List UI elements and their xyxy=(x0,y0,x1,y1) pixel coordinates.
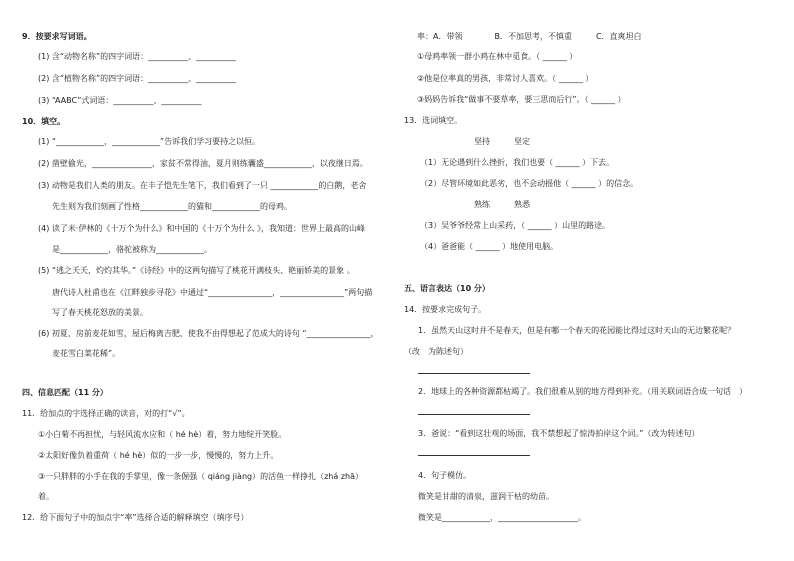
q12-item-2: ②他是位率真的男孩，非常讨人喜欢。（ ______ ） xyxy=(417,74,594,83)
q13-item-1: （1）无论遇到什么挫折，我们也要（ ______ ）下去。 xyxy=(420,158,615,167)
q11-item-3b: 着。 xyxy=(38,492,54,501)
q9-item-1: (1) 含“动物名称”的四字词语：__________、__________ xyxy=(38,52,237,61)
answer-line-2[interactable] xyxy=(418,414,530,415)
q12-item-1: ①母鸡率领一群小鸡在林中觅食。（ ______ ） xyxy=(417,52,578,61)
q11-title: 11．给加点的字选择正确的读音，对的打“√”。 xyxy=(22,409,190,418)
answer-line-1[interactable] xyxy=(418,373,530,374)
q14-item-1a: 1．虽然天山这时并不是春天，但是有哪一个春天的花园能比得过这时天山的无边繁花呢？ xyxy=(418,326,736,335)
q10-item-4a: (4) 读了米·伊林的《十万个为什么》和中国的《十万个为什么 》，我知道：世界上最高的山峰 xyxy=(38,224,365,233)
q9-item-2: (2) 含“植物名称”的四字词语：__________、__________ xyxy=(38,74,237,83)
q10-item-6a: (6) 初夏，房前麦花如雪，屋后梅离吉肥，使我不由得想起了范成大的诗句 “________________， xyxy=(38,329,379,338)
q13-item-2: （2）尽管环境如此恶劣，也不会动摇他（ ______ ）的信念。 xyxy=(420,179,639,188)
section-5-heading: 五、语言表达（10 分） xyxy=(404,284,490,293)
q11-item-1: ①小白菊不再担忧，与轻风流水应和（ hé hè）着，努力地绽开笑脸。 xyxy=(38,430,287,439)
q13-item-4: （4）爸爸能（ ______ ）地使用电脑。 xyxy=(420,242,559,251)
q12-item-3: ③妈妈告诉我“做事不要草率，要三思而后行”。（ ______ ） xyxy=(417,95,626,104)
q13-title: 13．选词填空。 xyxy=(404,116,463,125)
answer-line-3[interactable] xyxy=(418,455,530,456)
q10-item-4b: 是____________，骆驼被称为____________。 xyxy=(52,245,212,254)
q13-word-group-1: 坚持 坚定 xyxy=(474,137,530,146)
q14-item-3: 3．爸说：“看到这壮观的场面，我不禁想起了惊涛拍岸这个词。”（改为转述句） xyxy=(418,429,700,438)
q13-word-group-2: 熟练 熟悉 xyxy=(474,200,530,209)
q11-item-2: ②太阳好像负着重荷（ hé hè）似的一步一步，慢慢的，努力上升。 xyxy=(38,451,279,460)
q10-item-1: (1) “____________，____________”告诉我们学习要持之以恒。 xyxy=(38,137,261,146)
q13-item-3: （3）吴爷爷经常上山采药，（ ______ ）山里的路途。 xyxy=(420,221,611,230)
q10-item-3b: 先生则为我们刻画了性格____________的猫和____________的母鸡。 xyxy=(52,202,292,211)
q14-item-4: 4．句子模仿。 xyxy=(418,471,472,480)
q11-item-3: ③一只胖胖的小手在我的手掌里，像一条倔强（ qiáng jiàng）的活鱼一样挣扎（zhá zhā） xyxy=(38,472,363,481)
q10-item-5b: 唐代诗人杜甫也在《江畔独步寻花》中通过“________________，________________”两句描 xyxy=(52,288,373,297)
q12-options: 率：A．带领 B．不加思考，不慎重 C．直爽坦白 xyxy=(417,32,642,41)
q9-item-3: (3) “AABC”式词语：__________、__________ xyxy=(38,96,202,105)
q14-title: 14．按要求完成句子。 xyxy=(404,305,487,314)
q10-item-2: (2) 凿壁偷光，_______________，家贫不常得油，夏月则练囊盛____________，以夜继日焉。 xyxy=(38,159,368,168)
q12-title: 12．给下面句子中的加点字“率”选择合适的解释填空（填序号） xyxy=(22,513,249,522)
q10-item-6b: 麦花雪白菜花稀”。 xyxy=(52,349,121,358)
q14-item-4a: 微笑是甘甜的清泉，滋润干枯的幼苗。 xyxy=(418,492,554,501)
section-4-heading: 四、信息匹配（11 分） xyxy=(22,388,108,397)
q10-item-5c: 写了春天桃花怒放的美景。 xyxy=(52,308,148,317)
q9-title: 9．按要求写词语。 xyxy=(22,32,92,41)
q14-item-4b: 微笑是____________，____________________。 xyxy=(418,513,586,522)
q10-item-5a: (5) “逃之夭夭，灼灼其华。”《诗经》中的这两句描写了桃花开满枝头、艳丽娇美的景象 。 xyxy=(38,266,355,275)
q10-item-3a: (3) 动物是我们人类的朋友。在丰子恺先生笔下，我们看到了一只 ____________的白鹅，老舍 xyxy=(38,181,367,190)
q10-title: 10．填空。 xyxy=(22,117,66,126)
q14-item-2: 2．地球上的各种资源都枯竭了。我们很难从别的地方得到补充。（用关联词语合成一句话 ） xyxy=(418,387,748,396)
q14-item-1b: （改 为陈述句） xyxy=(404,347,468,356)
